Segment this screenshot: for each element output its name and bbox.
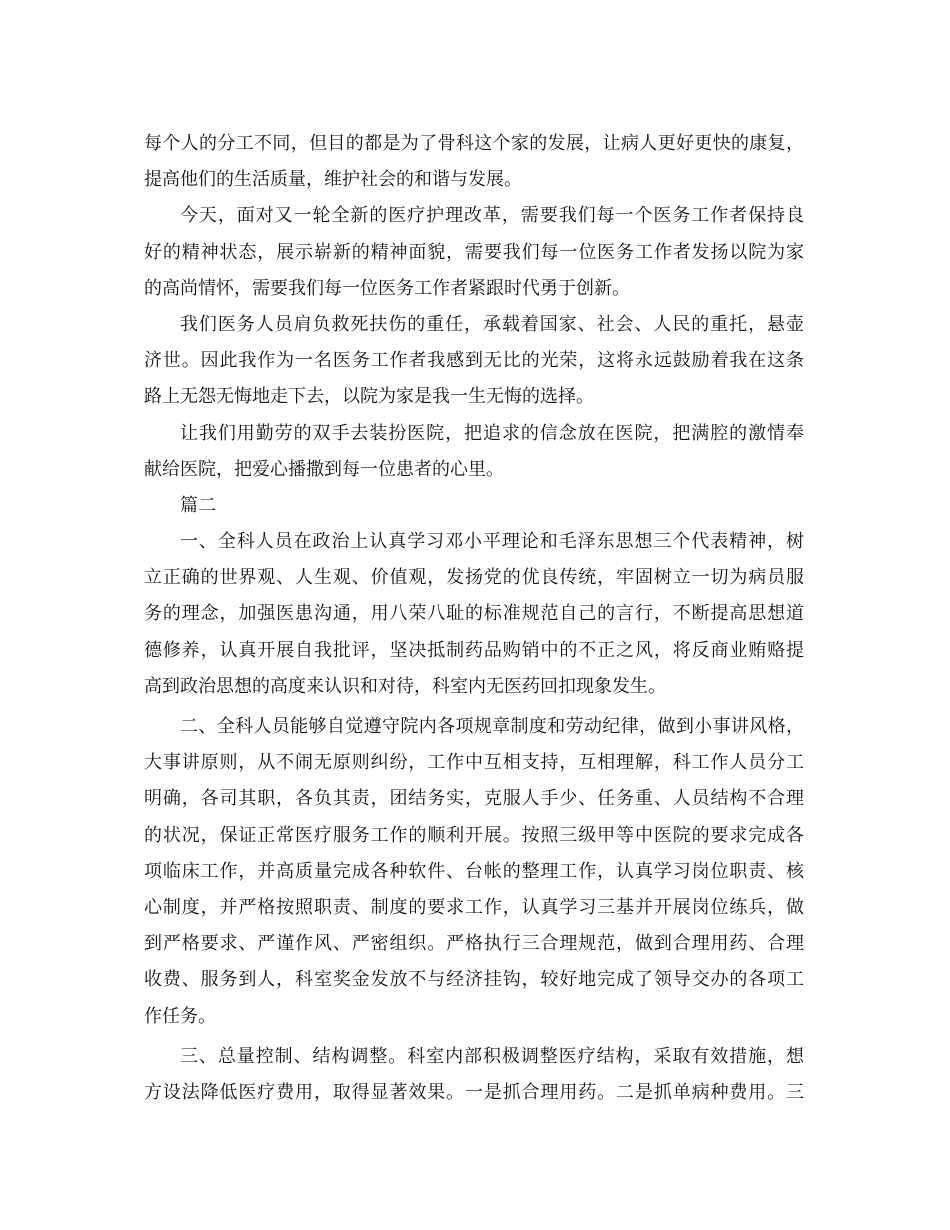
text-line: 好的精神状态，展示崭新的精神面貌，需要我们每一位医务工作者发扬以院为家 xyxy=(144,241,804,263)
section-heading: 篇二 xyxy=(180,494,216,516)
text-line: 我们医务人员肩负救死扶伤的重任，承载着国家、社会、人民的重托，悬壶 xyxy=(180,313,804,335)
text-line: 的高尚情怀，需要我们每一位医务工作者紧跟时代勇于创新。 xyxy=(144,277,630,299)
text-line: 大事讲原则，从不闹无原则纠纷，工作中互相支持，互相理解，科工作人员分工 xyxy=(144,752,804,774)
text-line: 今天，面对又一轮全新的医疗护理改革，需要我们每一个医务工作者保持良 xyxy=(180,205,804,227)
text-line: 明确，各司其职，各负其责，团结务实，克服人手少、任务重、人员结构不合理 xyxy=(144,788,804,810)
text-line: 收费、服务到人，科室奖金发放不与经济挂钩，较好地完成了领导交办的各项工 xyxy=(144,969,804,991)
document-page xyxy=(144,126,804,1111)
text-line: 项临床工作，并高质量完成各种软件、台帐的整理工作，认真学习岗位职责、核 xyxy=(144,860,804,882)
text-line: 心制度，并严格按照职责、制度的要求工作，认真学习三基并开展岗位练兵，做 xyxy=(144,896,804,918)
text-line: 献给医院，把爱心播撒到每一位患者的心里。 xyxy=(144,458,504,480)
text-line: 济世。因此我作为一名医务工作者我感到无比的光荣，这将永远鼓励着我在这条 xyxy=(144,350,804,372)
text-line: 每个人的分工不同，但目的都是为了骨科这个家的发展，让病人更好更快的康复， xyxy=(144,133,804,154)
text-line: 务的理念，加强医患沟通，用八荣八耻的标准规范自己的言行，不断提高思想道 xyxy=(144,603,804,625)
text-line: 让我们用勤劳的双手去装扮医院，把追求的信念放在医院，把满腔的激情奉 xyxy=(180,422,804,444)
text-line: 方设法降低医疗费用，取得显著效果。一是抓合理用药。二是抓单病种费用。三 xyxy=(144,1081,804,1103)
text-line: 二、全科人员能够自觉遵守院内各项规章制度和劳动纪律，做到小事讲风格， xyxy=(180,716,804,737)
text-line: 提高他们的生活质量，维护社会的和谐与发展。 xyxy=(144,169,522,191)
text-line: 三、总量控制、结构调整。科室内部积极调整医疗结构，采取有效措施，想 xyxy=(180,1045,804,1067)
text-line: 一、全科人员在政治上认真学习邓小平理论和毛泽东思想三个代表精神，树 xyxy=(180,531,804,553)
text-line: 德修养，认真开展自我批评，坚决抵制药品购销中的不正之风，将反商业贿赂提 xyxy=(144,639,804,661)
text-line: 作任务。 xyxy=(144,1005,216,1027)
text-line: 立正确的世界观、人生观、价值观，发扬党的优良传统，牢固树立一切为病员服 xyxy=(144,567,804,589)
text-line: 路上无怨无悔地走下去，以院为家是我一生无悔的选择。 xyxy=(144,386,594,408)
text-line: 高到政治思想的高度来认识和对待，科室内无医药回扣现象发生。 xyxy=(144,675,666,697)
text-line: 到严格要求、严谨作风、严密组织。严格执行三合理规范，做到合理用药、合理 xyxy=(144,933,804,955)
text-line: 的状况，保证正常医疗服务工作的顺利开展。按照三级甲等中医院的要求完成各 xyxy=(144,824,804,846)
